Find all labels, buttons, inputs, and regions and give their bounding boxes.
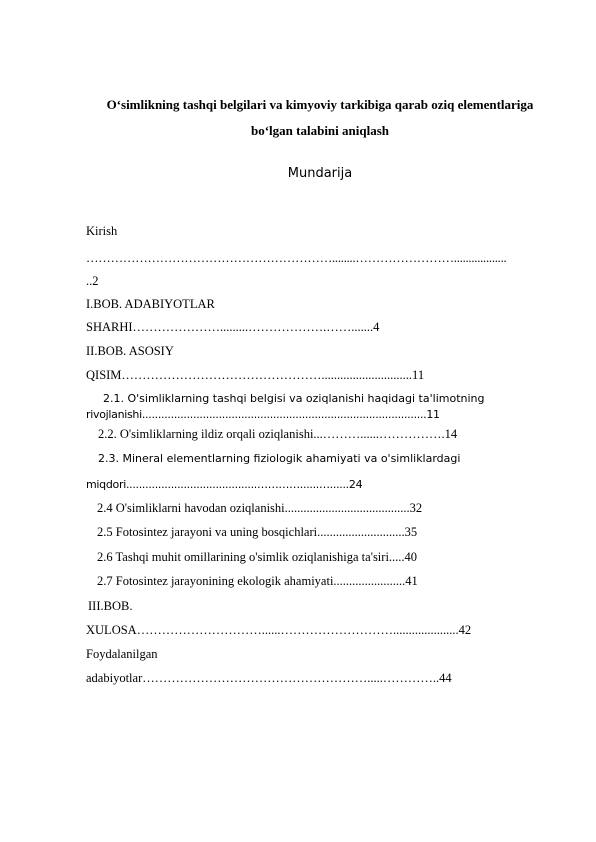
toc-entry-2-3-cont: miqdori.........................................…………......…......24: [86, 478, 363, 491]
toc-entry-chapter-1: I.BOB. ADABIYOTLAR: [86, 297, 215, 311]
toc-entry-2-1-cont: rivojlanishi.........................................................................................11: [86, 408, 440, 421]
toc-entry-intro-page: ..2: [86, 274, 99, 288]
toc-entry-2-1: 2.1. O'simliklarning tashqi belgisi va oziqlanishi haqidagi ta'limotning: [103, 392, 485, 405]
toc-entry-2-2: 2.2. O'simliklarning ildiz orqali oziqlanishi...………......…………….14: [98, 427, 458, 441]
toc-entry-chapter-2: II.BOB. ASOSIY: [86, 344, 174, 358]
toc-entry-chapter-3: III.BOB.: [88, 599, 133, 613]
toc-entry-chapter-1-cont: SHARHI………………….........……………….…….......4: [86, 320, 380, 334]
toc-entry-2-4: 2.4 O'simliklarni havodan oziqlanishi........................................32: [97, 501, 423, 515]
toc-entry-conclusion: XULOSA…………………………......……………………….....................42: [86, 623, 472, 637]
toc-heading: Mundarija: [287, 166, 353, 181]
toc-entry-2-3: 2.3. Mineral elementlarning fiziologik ahamiyati va o'simliklardagi: [98, 452, 461, 465]
toc-entry-2-7: 2.7 Fotosintez jarayonining ekologik ahamiyati.......................41: [97, 574, 418, 588]
toc-entry-intro: Kirish: [86, 224, 118, 238]
toc-entry-intro-leader: ……………………………………………………........……………………..................: [86, 251, 507, 265]
toc-entry-2-6: 2.6 Tashqi muhit omillarining o'simlik oziqlanishiga ta'siri.....40: [97, 550, 418, 564]
toc-entry-references-cont: adabiyotlar……………………………………………….....…………..44: [86, 671, 452, 685]
toc-entry-2-5: 2.5 Fotosintez jarayoni va uning bosqichlari............................35: [97, 525, 418, 539]
toc-entry-chapter-2-cont: QISIM………………………………………….............................11: [86, 368, 425, 382]
document-title-line-1: O‘simlikning tashqi belgilari va kimyoviy tarkibiga qarab oziq elementlariga: [106, 97, 534, 112]
document-title-line-2: bo‘lgan talabini aniqlash: [251, 123, 389, 138]
toc-entry-references: Foydalanilgan: [86, 647, 158, 661]
